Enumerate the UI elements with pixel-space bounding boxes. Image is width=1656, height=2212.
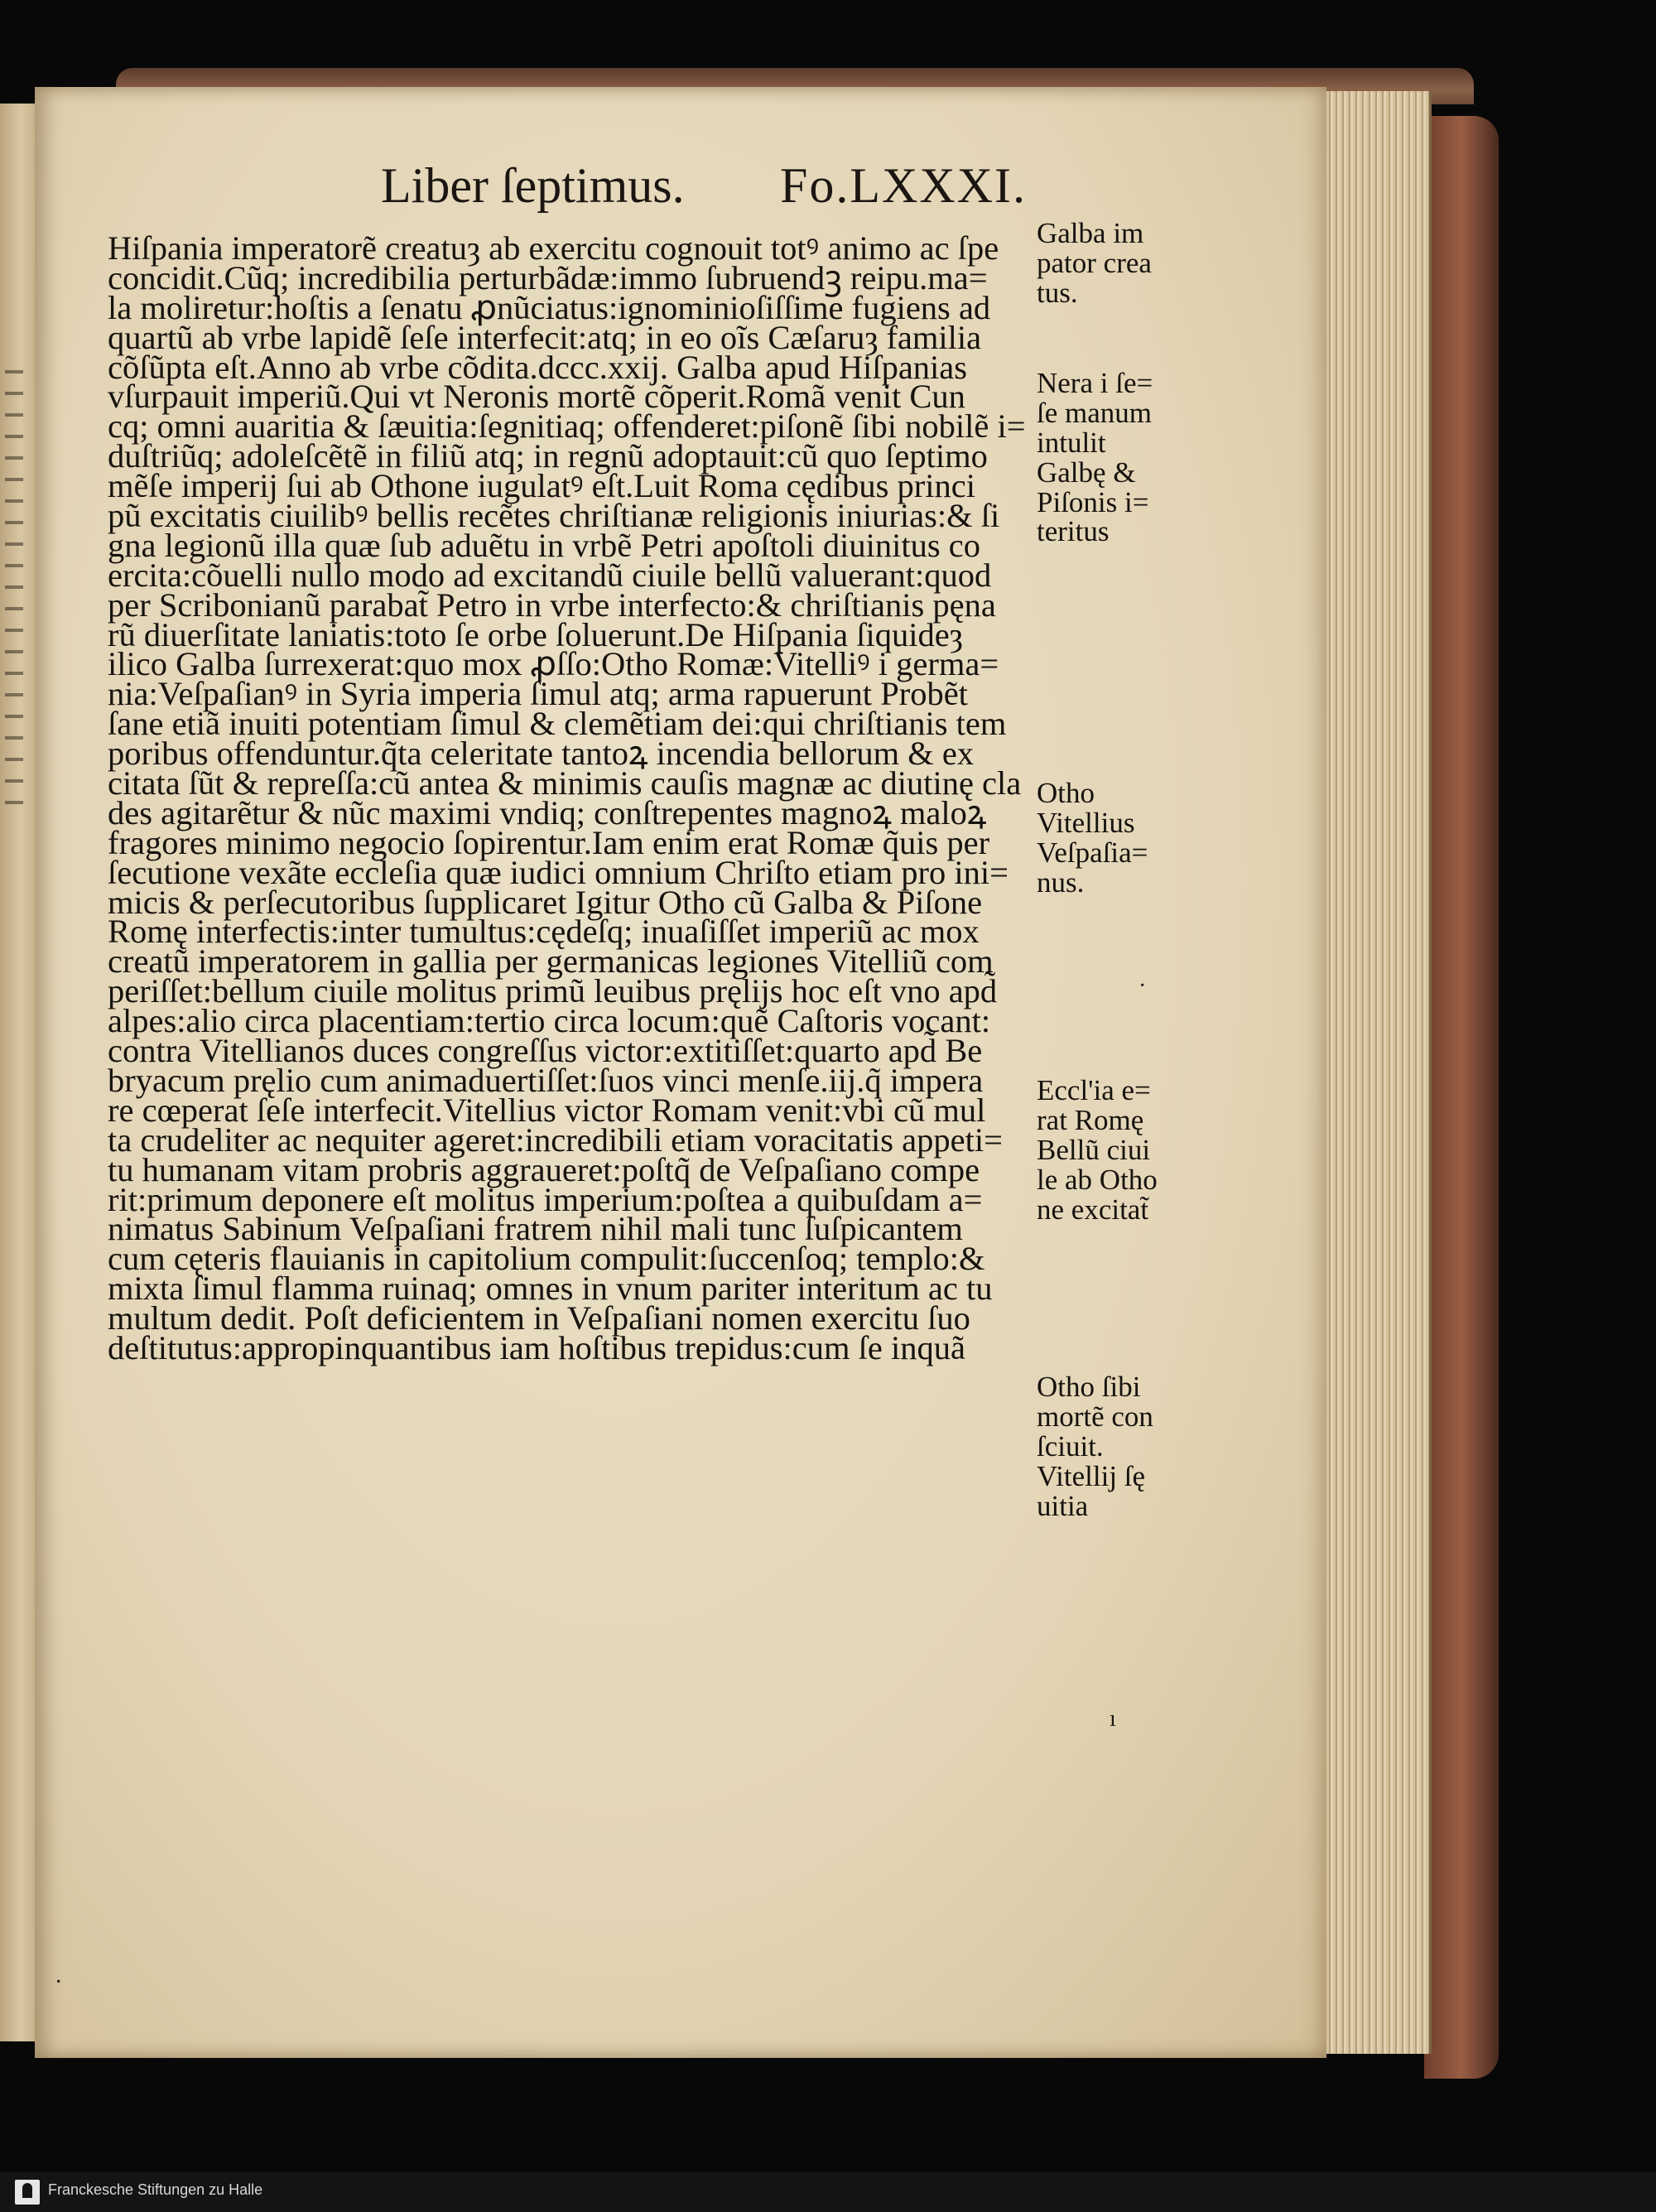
text-line: ilico Galba ſurrexerat:quo mox ꝓſſo:Otho Romæ:Vitelliꝰ i germa= xyxy=(108,645,999,683)
margin-note-nero xyxy=(1037,369,1177,547)
text-line: multum dedit. Poſt deficientem in Veſpaſiani nomen exercitu ſuo xyxy=(108,1299,970,1337)
text-line: bryacum pręlio cum animaduertiſſet:ſuos vinci menſe.iij.q̃ impera xyxy=(108,1061,984,1099)
text-line: ſecutione vexãte eccleſia quæ iudici omnium Chriſto etiam pro ini= xyxy=(108,853,1009,891)
margin-note-line: pator crea xyxy=(1037,246,1152,279)
text-line: nimatus Sabinum Veſpaſiani fratrem nihil mali tunc ſuſpicantem xyxy=(108,1210,963,1248)
text-line: ercita:cõuelli nullo modo ad excitandũ ciuile bellũ valuerant:quod xyxy=(108,556,992,594)
ink-speck: ı xyxy=(1110,1706,1116,1732)
text-line: Hiſpania imperatorẽ creatuȝ ab exercitu cognouit totꝰ animo ac ſpe xyxy=(108,229,999,267)
text-line: concidit.Cũq; incredibilia perturbãdæ:immo ſubruendꝫ reipu.ma= xyxy=(108,258,988,296)
text-line: fragores minimo negocio ſopirentur.Iam enim erat Romæ q̃uis per xyxy=(108,823,990,861)
text-line: cõſũpta eſt.Anno ab vrbe cõdita.dccc.xxij. Galba apud Hiſpanias xyxy=(108,348,968,386)
text-line: des agitarẽtur & nũc maximi vndiq; conſtrepentes magnoꝝ maloꝝ xyxy=(108,793,987,831)
text-line: Romę interfectis:inter tumultus:cędeſq; inuaſiſſet imperiũ ac mox xyxy=(108,913,980,951)
text-line: mẽſe imperij ſui ab Othone iugulatꝰ eſt.Luit Roma cędibus princi xyxy=(108,467,975,505)
text-line: la moliretur:hoſtis a ſenatu ꝓnũciatus:ignominioſiſſime fugiens ad xyxy=(108,288,991,326)
franckesche-stiftungen-logo-icon xyxy=(15,2180,40,2205)
margin-note-line: Veſpaſia= xyxy=(1037,836,1148,869)
margin-note-line: Eccl'ia e= xyxy=(1037,1074,1151,1106)
margin-note-line: mortẽ con xyxy=(1037,1400,1153,1433)
margin-note-line: Vitellius xyxy=(1037,806,1135,839)
text-line: citata ſũt & repreſſa:cũ antea & minimis cauſis magnæ ac diutinę cla xyxy=(108,764,1022,802)
text-line: mixta ſimul flamma ruinaq; omnes in vnum pariter interitum ac tu xyxy=(108,1270,993,1308)
margin-note-otho-vitellius xyxy=(1037,778,1177,898)
margin-note-ecclesia xyxy=(1037,1076,1177,1224)
running-head-title: Liber ſeptimus. xyxy=(381,158,685,213)
book-cover-right xyxy=(1424,116,1499,2079)
text-line: alpes:alio circa placentiam:tertio circa locum:quẽ Caſtoris vocant: xyxy=(108,1002,991,1040)
text-line: rit:primum deponere eſt molitus imperium:poſtea a quibuſdam a= xyxy=(108,1180,983,1218)
margin-note-line: le ab Otho xyxy=(1037,1163,1158,1196)
main-text-block xyxy=(108,229,1028,1366)
ink-speck: · xyxy=(1138,973,1147,999)
text-line: pũ excitatis ciuilibꝰ bellis recẽtes chriſtianæ religionis iniurias:& ſi xyxy=(108,497,1000,535)
text-line: cq; omni auaritia & ſæuitia:ſegnitiaq; offenderet:piſonẽ ſibi nobilẽ i= xyxy=(108,407,1026,446)
margin-note-line: ne excitat̃ xyxy=(1037,1193,1149,1226)
text-line: quartũ ab vrbe lapidẽ ſeſe interfecit:atq; in eo oĩs Cæſaruȝ familia xyxy=(108,318,982,356)
margin-note-line: Vitellij ſę xyxy=(1037,1459,1146,1492)
text-line: tu humanam vitam probris aggraueret:poſtq̃ de Veſpaſiano compe xyxy=(108,1150,980,1188)
margin-note-line: Bellũ ciui xyxy=(1037,1133,1151,1166)
running-head xyxy=(381,157,1027,224)
text-line: periſſet:bellum ciuile molitus primũ leuibus pręlijs hoc eſt vno apd̃ xyxy=(108,972,998,1010)
margin-note-line: Galbę & xyxy=(1037,455,1136,489)
margin-note-line: tus. xyxy=(1037,276,1078,309)
text-line: poribus offenduntur.q̃ta celeritate tantoꝝ incendia bellorum & ex xyxy=(108,735,975,773)
text-line: rũ diuerſitate laniatis:toto ſe orbe ſoluerunt.De Hiſpania ſiquideȝ xyxy=(108,615,963,653)
margin-note-line: nus. xyxy=(1037,865,1085,899)
margin-note-line: Nera i ſe= xyxy=(1037,367,1153,399)
margin-note-line: intulit xyxy=(1037,426,1106,459)
text-line: gna legionũ illa quæ ſub aduẽtu in vrbẽ Petri apoſtoli diuinitus co xyxy=(108,526,980,564)
text-line: per Scribonianũ parabat̃ Petro in vrbe interfecto:& chriſtianis pęna xyxy=(108,586,996,624)
margin-note-line: rat Romę xyxy=(1037,1103,1144,1136)
text-line: contra Vitellianos duces congreſſus victor:extitiſſet:quarto apd̃ Be xyxy=(108,1032,983,1070)
text-line: deſtitutus:appropinquantibus iam hoſtibus trepidus:cum ſe inquã xyxy=(108,1328,965,1366)
margin-note-line: uitia xyxy=(1037,1489,1089,1522)
margin-note-line: Otho ſibi xyxy=(1037,1371,1141,1403)
folio-number: Fo.LXXXI. xyxy=(780,158,1027,213)
margin-note-line: teritus xyxy=(1037,515,1110,548)
margin-note-line: Galba im xyxy=(1037,217,1144,249)
page-fore-edge xyxy=(1313,91,1432,2054)
text-line: nia:Veſpaſianꝰ in Syria imperia ſimul atq; arma rapuerunt Probẽt xyxy=(108,675,968,713)
margin-note-line: ſciuit. xyxy=(1037,1429,1104,1463)
footer-credit: Franckesche Stiftungen zu Halle xyxy=(48,2181,263,2198)
margin-note-line: Piſonis i= xyxy=(1037,485,1149,518)
margin-note-galba xyxy=(1037,219,1177,308)
left-page-text-edge xyxy=(5,352,23,816)
text-line: creatũ imperatorem in gallia per germanicas legiones Vitelliũ com xyxy=(108,942,994,981)
text-line: vſurpauit imperiũ.Qui vt Neronis mortẽ cõperit.Romã venit Cun xyxy=(108,378,965,416)
text-line: cum cęteris flauianis in capitolium compulit:ſuccenſoq; templo:& xyxy=(108,1240,985,1278)
ink-speck: · xyxy=(55,1969,63,1995)
facing-left-page xyxy=(0,104,36,2041)
text-line: micis & perſecutoribus ſupplicaret Igitur Otho cũ Galba & Piſone xyxy=(108,883,983,921)
text-line: duſtriũq; adoleſcẽtẽ in filiũ atq; in regnũ adoptauit:cũ quo ſeptimo xyxy=(108,437,988,475)
text-line: ta crudeliter ac nequiter ageret:incredibili etiam voracitatis appeti= xyxy=(108,1120,1003,1159)
margin-note-otho-suicide xyxy=(1037,1372,1177,1520)
text-line: ſane etiã inuiti potentiam ſimul & clemẽtiam dei:qui chriſtianis tem xyxy=(108,705,1007,743)
text-line: re cœperat ſeſe interfecit.Vitellius victor Romam venit:vbi cũ mul xyxy=(108,1091,986,1129)
margin-note-line: ſe manum xyxy=(1037,396,1152,429)
margin-note-line: Otho xyxy=(1037,777,1095,809)
footer-bar xyxy=(0,2172,1656,2212)
